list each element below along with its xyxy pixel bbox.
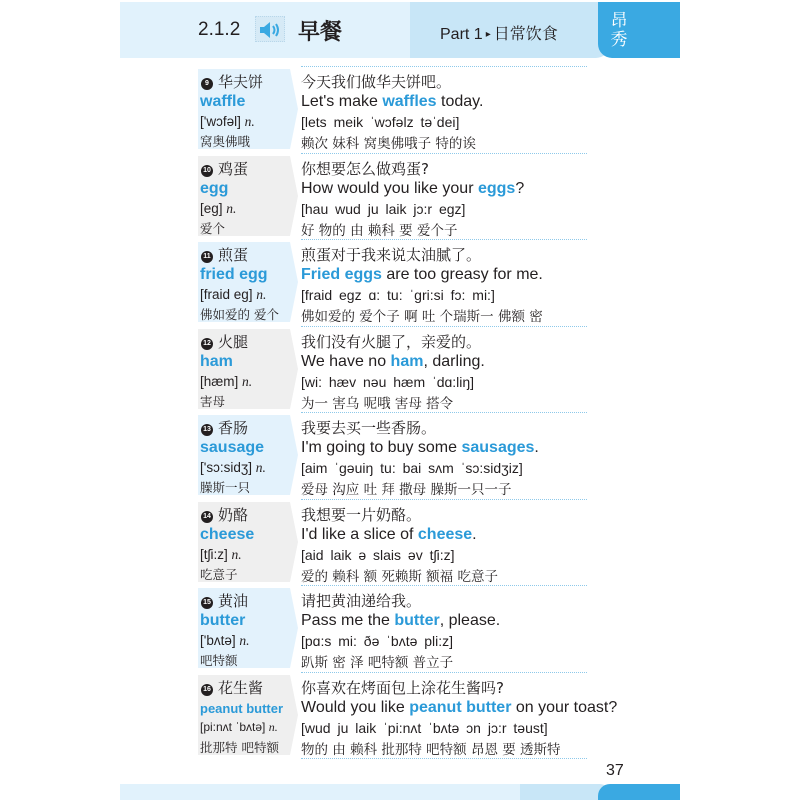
vocab-chinese: 黄油 [218,592,249,610]
sentence-mnemonic: 物的 由 赖科 批那特 吧特额 昂恩 要 透斯特 [301,741,561,758]
vocab-word: egg [200,179,229,197]
vocab-mnemonic: 爱个 [200,220,226,236]
example-sentence [301,672,618,758]
vocabulary-list [198,66,618,758]
vocab-card [198,329,290,409]
brand-tab-text: 昂秀 [610,11,628,50]
vocab-chinese: 火腿 [218,332,249,351]
vocab-phonetic: [fraid eg] n. [200,287,267,302]
sentence-english: I'm going to buy some sausages. [301,439,539,456]
vocab-entry [198,239,598,326]
vocab-word: peanut butter [200,700,284,716]
page-number: 37 [606,762,624,779]
vocab-chinese: 花生酱 [218,678,264,697]
triangle-right-icon: ▸ [485,29,491,40]
sentence-mnemonic: 好 物的 由 赖科 要 爱个子 [301,222,458,239]
dotted-divider [301,153,587,154]
dotted-divider [301,672,587,673]
vocab-mnemonic: 吃意子 [200,566,238,582]
example-sentence [301,499,601,585]
vocab-phonetic: ['bʌtə] n. [200,633,250,648]
speaker-audio-icon[interactable] [255,16,285,42]
example-sentence [301,153,601,239]
dotted-divider [301,412,587,413]
sentence-mnemonic: 为一 害乌 呢哦 害母 搭令 [301,395,454,412]
vocab-phonetic: ['wɔfəl] n. [200,114,255,129]
vocab-card [198,675,290,755]
entry-number-badge: 9 [201,78,213,90]
vocab-mnemonic: 窝奥佛哦 [200,134,251,149]
footer-band-light [120,784,520,800]
entry-number-badge: 11 [201,251,213,263]
vocab-mnemonic: 臊斯一只 [200,480,251,495]
sentence-chinese: 今天我们做华夫饼吧。 [301,73,452,91]
vocab-entry [198,326,598,413]
sentence-english: Would you like peanut butter on your toast? [301,698,618,716]
vocab-card [198,502,290,582]
part-number: Part 1 [440,26,483,43]
example-sentence [301,239,601,325]
sentence-ipa: [aim ˈgəuiŋ tu: bai sʌm ˈsɔ:sidʒiz] [301,460,523,476]
vocab-entry [198,66,598,153]
example-sentence [301,412,601,498]
part-label [440,21,558,44]
vocab-mnemonic: 吧特额 [200,653,238,668]
sentence-english: Let's make waffles today. [301,93,484,110]
sentence-chinese: 我想要一片奶酪。 [301,505,422,524]
vocab-chinese: 奶酪 [218,505,249,524]
sentence-chinese: 煎蛋对于我来说太油腻了。 [301,246,482,264]
sentence-english: I'd like a slice of cheese. [301,525,477,543]
vocab-chinese: 华夫饼 [218,73,264,91]
example-sentence [301,66,601,152]
page-header [120,2,680,58]
example-sentence [301,585,601,671]
entry-number-badge: 16 [201,684,213,696]
sentence-english: Fried eggs are too greasy for me. [301,266,543,283]
sentence-chinese: 我要去买一些香肠。 [301,419,437,437]
vocab-card [198,242,290,322]
section-title: 早餐 [298,20,343,45]
vocab-chinese: 鸡蛋 [218,159,249,178]
sentence-mnemonic: 爱母 沟应 吐 拜 撒母 臊斯一只一子 [301,482,512,498]
sentence-mnemonic: 爱的 赖科 额 死赖斯 额福 吃意子 [301,568,498,585]
vocab-word: butter [200,612,246,629]
vocab-phonetic: [hæm] n. [200,373,253,389]
vocab-word: sausage [200,439,265,456]
vocab-chinese: 煎蛋 [218,246,249,264]
vocab-card [198,69,290,149]
vocab-entry [198,153,598,240]
dotted-divider [301,585,587,586]
entry-number-badge: 13 [201,424,213,436]
sentence-english: How would you like your eggs? [301,179,525,197]
dotted-divider [301,758,587,759]
sentence-chinese: 你喜欢在烤面包上涂花生酱吗? [301,678,504,697]
vocab-card [198,588,290,668]
vocab-card [198,156,290,236]
sentence-ipa: [aid laik ə slais əv tʃi:z] [301,546,455,563]
brand-tab [598,2,680,58]
vocab-phonetic: [tʃi:z] n. [200,546,242,562]
entry-number-badge: 10 [201,165,213,177]
example-sentence [301,326,601,412]
sentence-mnemonic: 赖次 妹科 窝奥佛哦子 特的诶 [301,136,476,152]
section-number: 2.1.2 [198,19,241,40]
sentence-ipa: [pɑ:s mi: ðə ˈbʌtə pli:z] [301,633,454,649]
entry-number-badge: 12 [201,338,213,350]
part-topic: 日常饮食 [493,26,558,43]
sentence-chinese: 你想要怎么做鸡蛋? [301,159,429,178]
entry-number-badge: 14 [201,511,213,523]
sentence-mnemonic: 佛如爱的 爱个子 啊 吐 个瑞斯一 佛额 密 [301,309,543,325]
footer-band-mid [520,784,610,800]
sentence-chinese: 我们没有火腿了，亲爱的。 [301,332,482,351]
sentence-ipa: [wud ju laik ˈpi:nʌt ˈbʌtə ɔn jɔ:r təust] [301,719,548,736]
sentence-ipa: [wi: hæv nəu hæm ˈdɑ:liŋ] [301,373,475,390]
vocab-mnemonic: 佛如爱的 爱个 [200,307,279,322]
vocab-entry [198,412,598,499]
sentence-ipa: [hau wud ju laik jɔ:r egz] [301,200,466,217]
sentence-mnemonic: 趴斯 密 泽 吧特额 普立子 [301,655,454,671]
vocab-phonetic: ['sɔ:sidʒ] n. [200,460,266,475]
dotted-divider [301,499,587,500]
vocab-word: ham [200,352,233,370]
vocab-entry [198,499,598,586]
vocab-phonetic: [pi:nʌt ˈbʌtə] n. [200,719,278,734]
vocab-word: fried egg [200,266,268,283]
vocab-phonetic: [eg] n. [200,200,237,216]
sentence-ipa: [fraid egz ɑ: tu: ˈgri:si fɔ: mi:] [301,287,495,303]
dotted-divider [301,239,587,240]
sentence-ipa: [lets meik ˈwɔfəlz təˈdei] [301,114,460,130]
vocab-mnemonic: 批那特 吧特额 [200,739,279,755]
vocab-card [198,415,290,495]
vocab-word: cheese [200,525,255,543]
vocab-chinese: 香肠 [218,419,249,437]
vocab-word: waffle [200,93,246,110]
entry-number-badge: 15 [201,597,213,609]
vocab-mnemonic: 害母 [200,393,226,409]
vocab-entry [198,672,618,759]
sentence-chinese: 请把黄油递给我。 [301,592,422,610]
dotted-divider [301,66,587,67]
footer-tab [598,784,680,800]
sentence-english: Pass me the butter, please. [301,612,501,629]
page-footer [120,784,680,800]
dotted-divider [301,326,587,327]
vocab-entry [198,585,598,672]
sentence-english: We have no ham, darling. [301,352,485,370]
